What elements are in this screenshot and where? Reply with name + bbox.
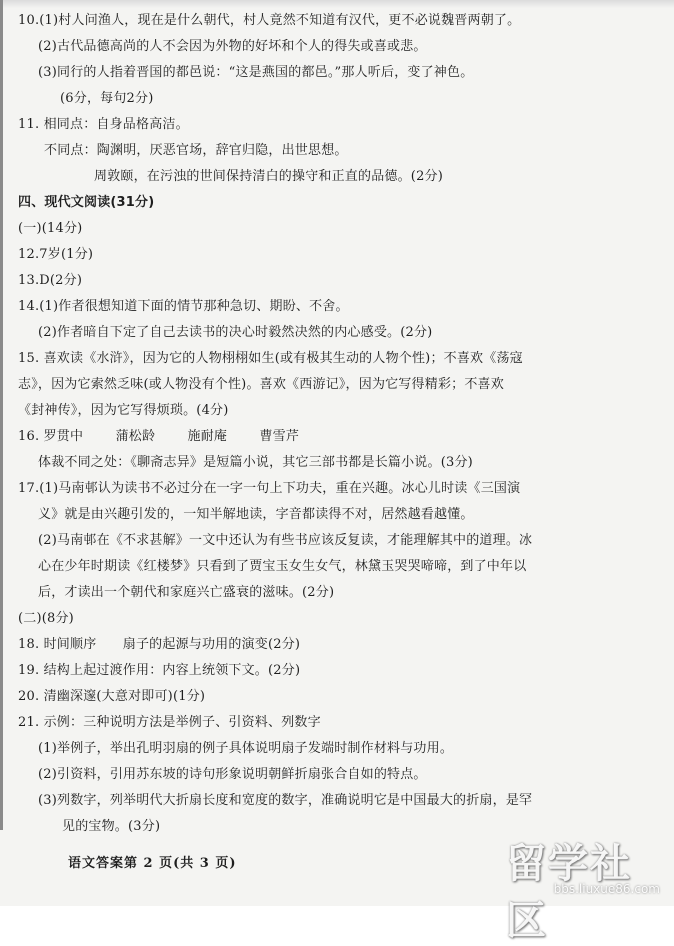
answer-line: 12.7岁(1分) xyxy=(18,247,94,262)
answer-line: 19. 结构上起过渡作用：内容上统领下文。(2分) xyxy=(18,663,301,678)
answer-line-authors xyxy=(18,424,658,450)
answer-line: 13.D(2分) xyxy=(18,273,83,288)
answer-line: 志》，因为它索然乏味(或人物没有个性)。喜欢《西游记》，因为它写得精彩；不喜欢 xyxy=(18,377,504,392)
answer-line: 21. 示例：三种说明方法是举例子、引资料、列数字 xyxy=(18,715,321,730)
top-shadow xyxy=(0,0,674,8)
left-margin-rule xyxy=(0,0,3,830)
answer-line: (2)作者暗自下定了自己去读书的决心时毅然决然的内心感受。(2分) xyxy=(38,325,433,340)
answer-content xyxy=(18,8,658,840)
author-name: 16. 罗贯中 xyxy=(18,429,84,444)
subsection-heading: (一)(14分) xyxy=(18,221,83,236)
answer-line: 体裁不同之处：《聊斋志异》是短篇小说，其它三部书都是长篇小说。(3分) xyxy=(38,455,473,470)
answer-line: 《封神传》，因为它写得烦琐。(4分) xyxy=(18,403,229,418)
answer-line: 15. 喜欢读《水浒》，因为它的人物栩栩如生(或有极其生动的人物个性)；不喜欢《荡寇 xyxy=(18,351,523,366)
author-name: 曹雪芹 xyxy=(259,429,300,444)
answer-line: 见的宝物。(3分) xyxy=(62,819,161,834)
subsection-heading: (二)(8分) xyxy=(18,611,74,626)
answer-line: (1)举例子，举出孔明羽扇的例子具体说明扇子发端时制作材料与功用。 xyxy=(38,741,454,756)
watermark-url: bbs.liuxue86.com xyxy=(553,882,660,896)
author-name: 施耐庵 xyxy=(187,429,228,444)
author-name: 蒲松龄 xyxy=(115,429,156,444)
answer-line: (6分，每句2分) xyxy=(60,91,154,106)
answer-part: 扇子的起源与功用的演变(2分) xyxy=(122,637,301,652)
watermark-logo xyxy=(506,832,666,944)
answer-line: (2)马南邨在《不求甚解》一文中还认为有些书应该反复读，才能理解其中的道理。冰 xyxy=(38,533,533,548)
answer-line-18 xyxy=(18,632,658,658)
answer-line: 周敦颐，在污浊的世间保持清白的操守和正直的品德。(2分) xyxy=(94,169,444,184)
section-heading: 四、现代文阅读(31分) xyxy=(18,195,155,210)
answer-line: 17.(1)马南邨认为读书不必过分在一字一句上下功夫，重在兴趣。冰心儿时读《三国演 xyxy=(18,481,521,496)
answer-line: 14.(1)作者很想知道下面的情节那种急切、期盼、不舍。 xyxy=(18,299,349,314)
page-footer: 语文答案第 2 页(共 3 页) xyxy=(68,856,237,871)
answer-line: 义》就是由兴趣引发的，一知半解地读，字音都读得不对，居然越看越懂。 xyxy=(38,507,474,522)
answer-line: 20. 清幽深邃(大意对即可)(1分) xyxy=(18,689,206,704)
answer-line: (3)同行的人指着晋国的都邑说：“这是燕国的都邑。”那人听后，变了神色。 xyxy=(38,65,474,80)
answer-line: 不同点：陶渊明，厌恶官场，辞官归隐，出世思想。 xyxy=(44,143,348,158)
answer-line: 11. 相同点：自身品格高洁。 xyxy=(18,117,189,132)
answer-line: (2)古代品德高尚的人不会因为外物的好坏和个人的得失或喜或悲。 xyxy=(38,39,427,54)
answer-line: 10.(1)村人问渔人，现在是什么朝代，村人竟然不知道有汉代，更不必说魏晋两朝了。 xyxy=(18,13,521,28)
answer-part: 18. 时间顺序 xyxy=(18,637,97,652)
answer-line: 后，才读出一个朝代和家庭兴亡盛衰的滋味。(2分) xyxy=(38,585,335,600)
answer-line: 心在少年时期读《红楼梦》只看到了贾宝玉女生女气，林黛玉哭哭啼啼，到了中年以 xyxy=(38,559,527,574)
watermark-title: 留学社区 xyxy=(506,841,632,944)
answer-line: (2)引资料，引用苏东坡的诗句形象说明朝鲜折扇张合自如的特点。 xyxy=(38,767,427,782)
answer-line: (3)列数字，列举明代大折扇长度和宽度的数字，准确说明它是中国最大的折扇，是罕 xyxy=(38,793,533,808)
